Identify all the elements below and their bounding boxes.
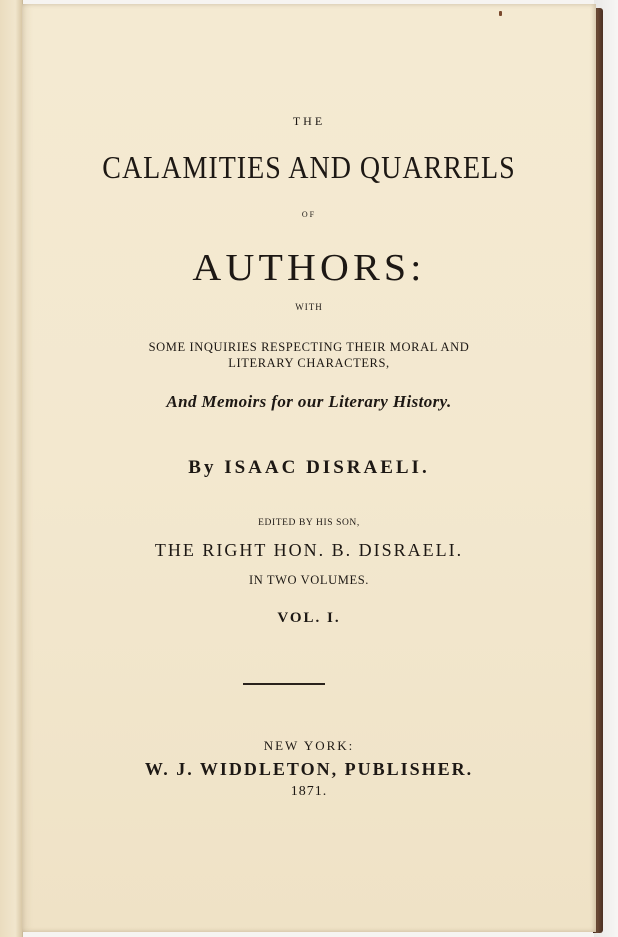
publication-year: 1871. (290, 784, 328, 799)
ink-speck (499, 11, 502, 16)
horizontal-rule-divider (243, 683, 325, 685)
book-title-line1: CALAMITIES AND QUARRELS (102, 150, 516, 187)
title-page (22, 4, 596, 932)
subtitle-line1: SOME INQUIRIES RESPECTING THEIR MORAL AND (148, 340, 470, 354)
subtitle-line2: LITERARY CHARACTERS, (228, 356, 390, 370)
subtitle-blackletter-line: And Memoirs for our Literary History. (166, 392, 452, 411)
title-connector-of: OF (301, 210, 317, 219)
publication-place: NEW YORK: (263, 738, 355, 753)
edited-by-line: EDITED BY HIS SON, (258, 518, 360, 528)
subtitle-connector-with: WITH (295, 302, 323, 312)
publisher-name: W. J. WIDDLETON, PUBLISHER. (144, 759, 474, 779)
editor-name: THE RIGHT HON. B. DISRAELI. (154, 540, 464, 560)
facing-page-edge (0, 0, 23, 937)
title-article: THE (292, 114, 326, 128)
volume-number: VOL. I. (277, 610, 341, 626)
book-title-line2: AUTHORS: (192, 247, 426, 289)
volumes-note: IN TWO VOLUMES. (249, 573, 369, 587)
author-line: By ISAAC DISRAELI. (188, 457, 430, 478)
